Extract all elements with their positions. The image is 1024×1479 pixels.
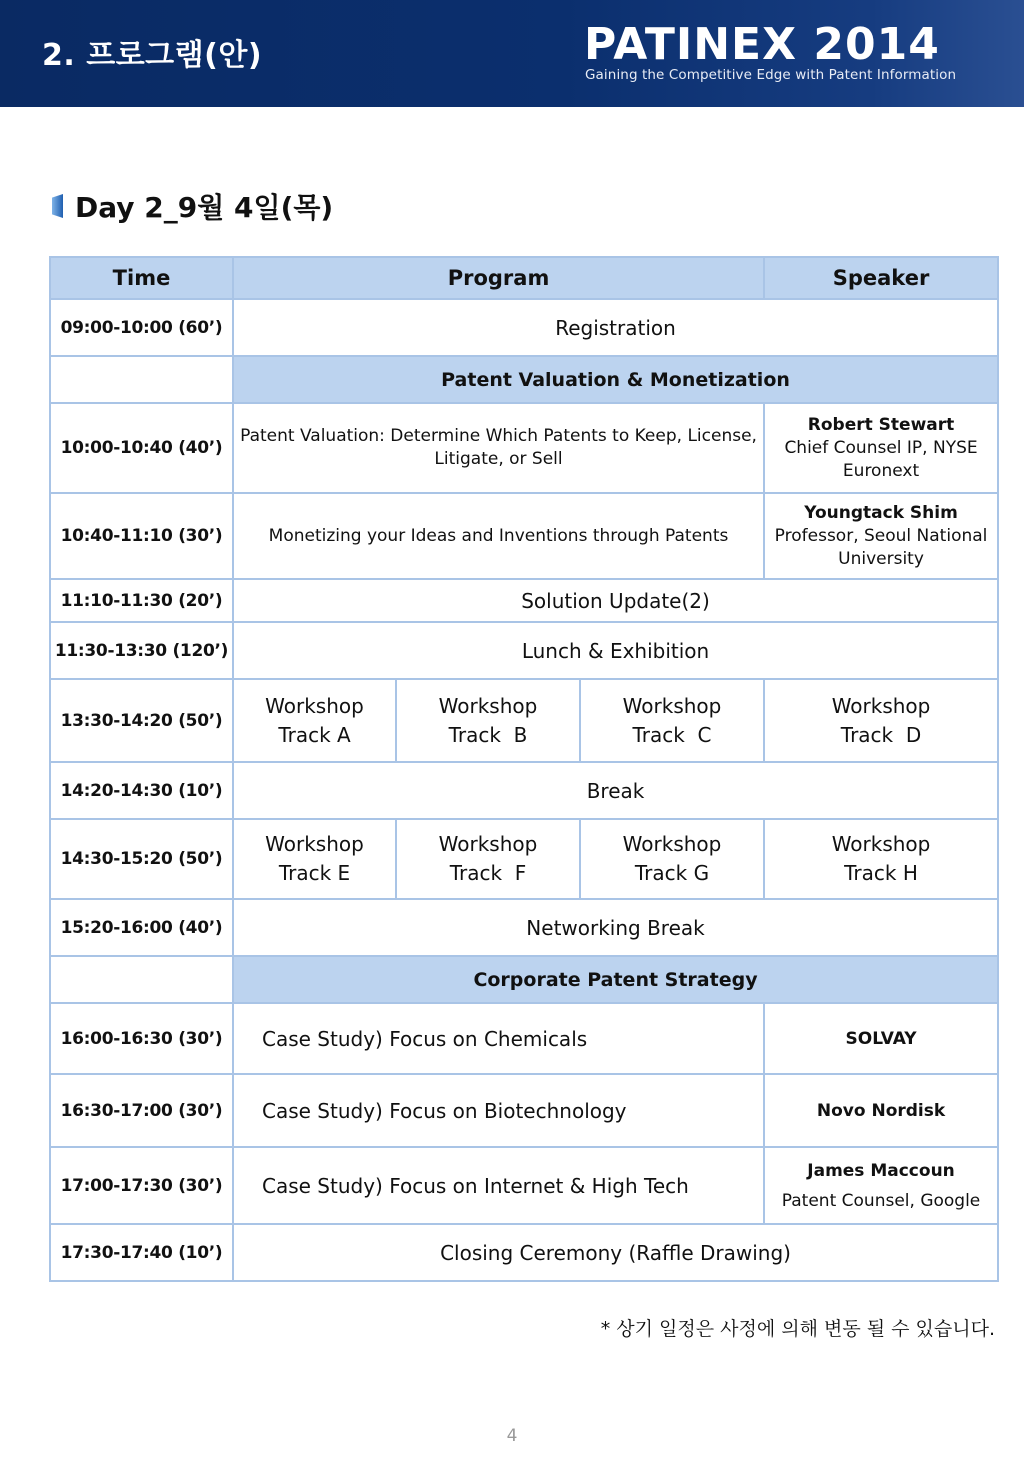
workshop-track-d xyxy=(764,679,998,762)
track-label: Track F xyxy=(449,861,527,885)
table-row xyxy=(50,493,998,579)
time-cell: 10:00-10:40 (40’) xyxy=(50,403,233,493)
speaker-title: Professor, Seoul National University xyxy=(774,525,988,569)
time-cell: 10:40-11:10 (30’) xyxy=(50,493,233,579)
time-cell: 15:20-16:00 (40’) xyxy=(50,899,233,956)
track-label: Track D xyxy=(840,722,922,747)
table-row xyxy=(50,579,998,622)
session-title: Patent Valuation & Monetization xyxy=(233,356,998,403)
page-number: 4 xyxy=(506,1426,518,1446)
time-column-header: Time xyxy=(50,257,233,299)
page-header xyxy=(0,0,1024,107)
workshop-track-a xyxy=(233,679,396,762)
time-cell: 17:00-17:30 (30’) xyxy=(50,1147,233,1224)
workshop-label: Workshop xyxy=(438,693,538,718)
workshop-label: Workshop xyxy=(831,693,931,718)
speaker-cell xyxy=(764,1147,998,1224)
bullet-marker-icon xyxy=(52,194,63,218)
day-heading xyxy=(52,186,333,226)
time-cell: 14:20-14:30 (10’) xyxy=(50,762,233,819)
speaker-title: Chief Counsel IP, NYSE Euronext xyxy=(784,437,978,481)
schedule-change-note: * 상기 일정은 사정에 의해 변동 될 수 있습니다. xyxy=(600,1318,995,1340)
track-label: Track B xyxy=(448,722,528,747)
table-row xyxy=(50,622,998,679)
workshop-track-g xyxy=(580,819,764,899)
speaker-name: Youngtack Shim xyxy=(804,502,958,523)
speaker-column-header: Speaker xyxy=(764,257,998,299)
logo-tagline: Gaining the Competitive Edge with Patent Information xyxy=(585,67,957,83)
program-column-header: Program xyxy=(233,257,764,299)
speaker-title: Patent Counsel, Google xyxy=(781,1190,981,1211)
session-row xyxy=(50,956,998,1003)
speaker-name: SOLVAY xyxy=(764,1003,998,1074)
time-cell: 14:30-15:20 (50’) xyxy=(50,819,233,899)
time-cell: 16:00-16:30 (30’) xyxy=(50,1003,233,1074)
section-title: 2. 프로그램(안) xyxy=(42,38,263,73)
workshop-track-h xyxy=(764,819,998,899)
table-header-row xyxy=(50,257,998,299)
empty-time-cell xyxy=(50,956,233,1003)
session-row xyxy=(50,356,998,403)
workshop-track-b xyxy=(396,679,580,762)
program-cell: Break xyxy=(233,762,998,819)
time-cell: 13:30-14:20 (50’) xyxy=(50,679,233,762)
program-cell: Lunch & Exhibition xyxy=(233,622,998,679)
table-row xyxy=(50,1003,998,1074)
program-cell: Monetizing your Ideas and Inventions through Patents xyxy=(233,493,764,579)
program-cell: Case Study) Focus on Internet & High Tech xyxy=(233,1147,764,1224)
speaker-name: James Maccoun xyxy=(807,1160,955,1181)
track-label: Track H xyxy=(844,861,918,885)
workshop-track-e xyxy=(233,819,396,899)
schedule-table xyxy=(49,256,999,1282)
table-row xyxy=(50,819,998,899)
time-cell: 11:30-13:30 (120’) xyxy=(50,622,233,679)
track-label: Track C xyxy=(632,722,712,747)
time-cell: 11:10-11:30 (20’) xyxy=(50,579,233,622)
program-cell: Networking Break xyxy=(233,899,998,956)
program-cell: Registration xyxy=(233,299,998,356)
table-row xyxy=(50,403,998,493)
track-label: Track G xyxy=(634,861,710,885)
track-label: Track E xyxy=(278,861,351,885)
speaker-cell xyxy=(764,403,998,493)
table-row xyxy=(50,299,998,356)
program-cell: Closing Ceremony (Raffle Drawing) xyxy=(233,1224,998,1281)
workshop-label: Workshop xyxy=(622,832,722,856)
program-cell: Solution Update(2) xyxy=(233,579,998,622)
workshop-label: Workshop xyxy=(438,832,538,856)
speaker-name: Robert Stewart xyxy=(807,414,955,435)
table-row xyxy=(50,1224,998,1281)
day-heading-text: Day 2_9월 4일(목) xyxy=(75,191,334,224)
logo-text: PATINEX 2014 xyxy=(584,19,940,70)
workshop-label: Workshop xyxy=(265,832,364,856)
workshop-label: Workshop xyxy=(831,832,931,856)
table-row xyxy=(50,679,998,762)
patinex-logo xyxy=(584,20,984,90)
speaker-cell xyxy=(764,493,998,579)
time-cell: 09:00-10:00 (60’) xyxy=(50,299,233,356)
time-cell: 16:30-17:00 (30’) xyxy=(50,1074,233,1147)
table-row xyxy=(50,1074,998,1147)
table-row xyxy=(50,762,998,819)
empty-time-cell xyxy=(50,356,233,403)
table-row xyxy=(50,1147,998,1224)
workshop-label: Workshop xyxy=(622,693,722,718)
table-row xyxy=(50,899,998,956)
workshop-label: Workshop xyxy=(265,693,364,718)
session-title: Corporate Patent Strategy xyxy=(233,956,998,1003)
program-cell: Case Study) Focus on Biotechnology xyxy=(233,1074,764,1147)
track-label: Track A xyxy=(278,722,351,747)
workshop-track-f xyxy=(396,819,580,899)
workshop-track-c xyxy=(580,679,764,762)
program-cell: Case Study) Focus on Chemicals xyxy=(233,1003,764,1074)
speaker-name: Novo Nordisk xyxy=(764,1074,998,1147)
program-cell: Patent Valuation: Determine Which Patents to Keep, License, Litigate, or Sell xyxy=(233,403,764,493)
time-cell: 17:30-17:40 (10’) xyxy=(50,1224,233,1281)
